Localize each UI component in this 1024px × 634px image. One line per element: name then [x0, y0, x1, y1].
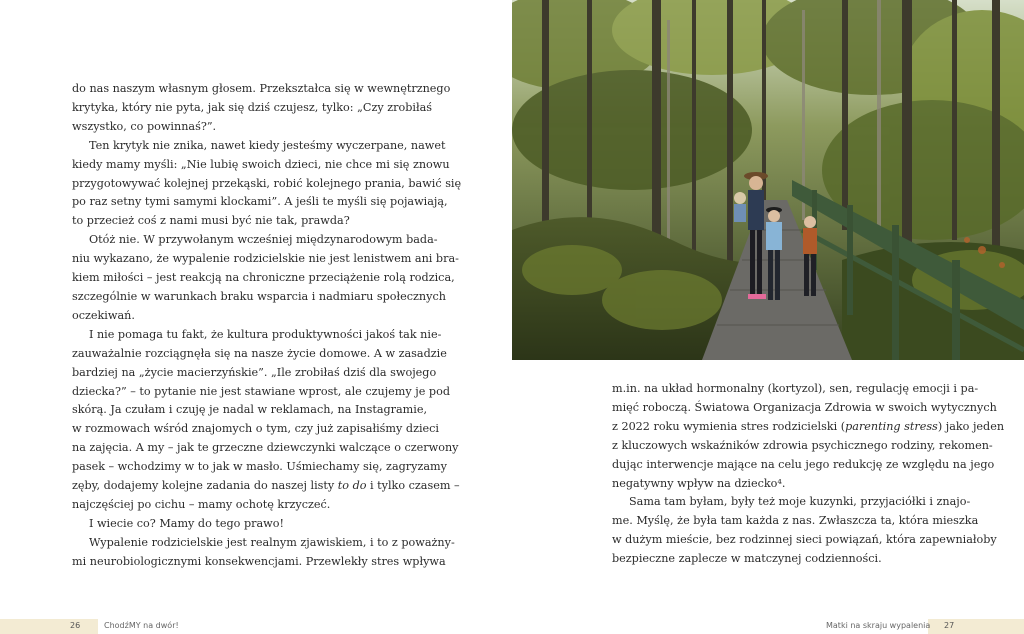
text-line: oczekiwań.: [72, 308, 135, 322]
text-line: zęby, dodajemy kolejne zadania do naszej listy to do i tylko czasem –: [72, 479, 460, 493]
text-line: w rozmowach wśród znajomych o tym, czy już zapisałiśmy dzieci: [72, 422, 440, 436]
text-line: Wypalenie rodzicielskie jest realnym zjawiskiem, i to z poważny-: [89, 535, 455, 549]
text-line: niu wykazano, że wypalenie rodzicielskie nie jest lenistwem ani bra-: [72, 252, 459, 266]
text-line: z kluczowych wskaźników zdrowia psychicznego rodziny, rekomen-: [612, 438, 993, 452]
text-line: wszystko, co powinnaś?”.: [72, 119, 217, 133]
text-line: z 2022 roku wymienia stres rodzicielski (parenting stress) jako jeden: [612, 419, 1005, 433]
text-line: Sama tam byłam, były też moje kuzynki, przyjaciółki i znajo-: [629, 495, 971, 509]
photo-illustration: [512, 0, 1024, 360]
left-footer-band: [0, 619, 98, 634]
text-line: I nie pomaga tu fakt, że kultura produktywności jakoś tak nie-: [89, 327, 442, 341]
text-line: bardziej na „życie macierzyńskie”. „Ile zrobiłaś dziś dla swojego: [72, 365, 437, 379]
text-line: me. Myślę, że była tam każda z nas. Zwłaszcza ta, która mieszka: [612, 514, 979, 528]
text-line: I wiecie co? Mamy do tego prawo!: [89, 516, 284, 530]
text-line: do nas naszym własnym głosem. Przekształca się w wewnętrznego: [72, 82, 451, 95]
text-line: kiedy mamy myśli: „Nie lubię swoich dzieci, nie chce mi się znowu: [72, 157, 450, 171]
right-footer-band: [928, 619, 1024, 634]
text-line: kiem miłości – jest reakcją na chroniczne przeciążenie rolą rodzica,: [72, 271, 455, 285]
right-page-number: 27: [944, 621, 955, 630]
text-line: pasek – wchodzimy w to jak w masło. Uśmiechamy się, zagryzamy: [72, 460, 447, 474]
text-line: dziecka?” – to pytanie nie jest stawiane wprost, ale czujemy je pod: [72, 384, 450, 398]
text-line: zauważalnie rozciągnęła się na nasze życie domowe. A w zasadzie: [72, 346, 447, 360]
text-line: szczególnie w warunkach braku wsparcia i nadmiaru społecznych: [72, 289, 446, 303]
right-running-title: Matki na skraju wypalenia: [826, 621, 931, 630]
text-line: najczęściej po cichu – mamy ochotę krzyczeć.: [72, 497, 331, 511]
text-line: mięć roboczą. Światowa Organizacja Zdrowia w swoich wytycznych: [612, 400, 997, 414]
left-running-title: ChodźMY na dwór!: [104, 621, 179, 630]
text-line: to przecież coś z nami musi być nie tak, prawda?: [72, 214, 350, 228]
text-line: na zajęcia. A my – jak te grzeczne dziewczynki walczące o czerwony: [72, 441, 459, 455]
text-line: m.in. na układ hormonalny (kortyzol), sen, regulację emocji i pa-: [612, 382, 979, 395]
text-line: dując interwencje mające na celu jego redukcję ze względu na jego: [612, 457, 995, 471]
text-line: krytyka, który nie pyta, jak się dziś czujesz, tylko: „Czy zrobiłaś: [72, 100, 432, 114]
text-line: negatywny wpływ na dziecko⁴.: [612, 476, 786, 490]
left-page-number: 26: [70, 621, 81, 630]
text-line: po raz setny tymi samymi klockami”. A jeśli te myśli się pojawiają,: [72, 195, 448, 209]
text-line: przygotowywać kolejnej przekąski, robić kolejnego prania, bawić się: [72, 176, 462, 190]
text-line: Otóż nie. W przywołanym wcześniej międzynarodowym bada-: [89, 233, 438, 247]
text-line: bezpieczne zaplecze w matczynej codzienności.: [612, 552, 882, 566]
forest-boardwalk-photo: [512, 0, 1024, 360]
right-page-body-text: [612, 380, 1005, 569]
text-line: mi neurobiologicznymi konsekwencjami. Przewlekły stres wpływa: [72, 554, 446, 568]
text-line: Ten krytyk nie znika, nawet kiedy jesteśmy wyczerpane, nawet: [89, 138, 446, 152]
text-line: w dużym mieście, bez rodzinnej sieci powiązań, która zapewniałoby: [612, 533, 997, 547]
left-page-body-text: [72, 80, 462, 572]
text-line: skórą. Ja czułam i czuję je nadal w reklamach, na Instagramie,: [72, 403, 428, 417]
